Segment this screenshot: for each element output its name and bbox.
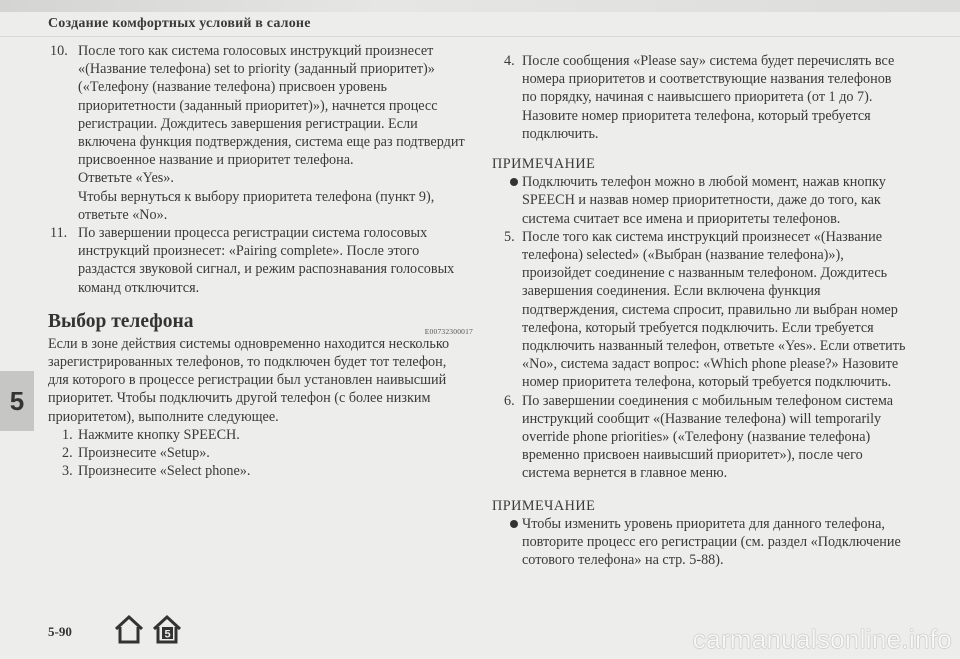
step-4 (492, 52, 922, 143)
text-line: После того как система голосовых инструкций произнесет (78, 43, 434, 59)
step-text: Нажмите кнопку SPEECH. (78, 426, 240, 443)
section-paragraph (48, 335, 473, 426)
text-line: регистрации. Дождитесь завершения регистрации. Если (78, 115, 418, 132)
nav-icons (112, 612, 184, 646)
step-number: 1. (62, 426, 73, 443)
text-line: SPEECH и назвав номер приоритетности, даже до того, как (522, 192, 881, 209)
text-line: ответьте «No». (78, 206, 168, 223)
step-6 (492, 392, 922, 483)
text-line: номера приоритетов и соответствующие названия телефонов (522, 71, 892, 88)
text-line: Подключить телефон можно в любой момент, нажав кнопку (522, 174, 886, 191)
step-number: 2. (62, 445, 73, 462)
step-2 (48, 444, 473, 462)
text-line: зарегистрированных телефонов, то подключен будет тот телефон, (48, 354, 447, 371)
bullet-icon (510, 178, 518, 186)
note-bullet (492, 173, 922, 228)
right-column (492, 52, 922, 569)
text-line: команд отключится. (78, 279, 200, 296)
text-line: override phone priorities» («Телефону (название телефона) (522, 429, 871, 446)
text-line: повторите процесс его регистрации (см. раздел «Подключение (522, 534, 901, 551)
home-icon[interactable] (112, 612, 146, 646)
text-line: Чтобы вернуться к выбору приоритета телефона (пункт 9), (78, 188, 435, 205)
step-number: 5. (504, 228, 515, 245)
note-bullet (492, 515, 922, 570)
text-line: присвоенное название и приоритет телефона. (78, 152, 354, 169)
section-code: E00732300017 (424, 326, 473, 336)
chapter-tab[interactable]: 5 (0, 371, 34, 431)
text-line: раздастся звуковой сигнал, и режим распознавания голосовых (78, 261, 455, 278)
text-line: подключить названный телефон, ответьте «Yes». Если ответить (522, 338, 906, 355)
text-line: приоритетности (заданный приоритет)»), начнется процесс (78, 97, 438, 114)
text-line: завершения соединения. Если включена функция (522, 283, 821, 300)
step-3 (48, 462, 473, 480)
step-text: Произнесите «Select phone». (78, 463, 251, 480)
step-number: 6. (504, 392, 515, 409)
section-title: Выбор телефона (48, 310, 194, 332)
text-line: Ответьте «Yes». (78, 170, 174, 187)
header-divider (0, 36, 960, 37)
text-line: включена функция подтверждения, система еще раз подтвердит (78, 134, 465, 151)
text-line: Чтобы изменить уровень приоритета для данного телефона, (522, 515, 885, 532)
watermark: carmanualsonline.info (692, 624, 952, 654)
note-title: ПРИМЕЧАНИЕ (492, 156, 596, 173)
page-header: Создание комфортных условий в салоне (48, 16, 311, 31)
text-line: временно присвоен наивысший приоритет»), после чего (522, 447, 863, 464)
text-line: инструкций произнесет: «Pairing complete». После этого (78, 243, 420, 260)
text-line: телефона, который требуется подключить. Если требуется (522, 319, 874, 336)
section-heading (48, 309, 473, 335)
step-11 (48, 224, 473, 297)
text-line: система вернется в главное меню. (522, 465, 728, 482)
text-line: Назовите номер приоритета телефона, который требуется (522, 107, 871, 124)
text-line: («Телефону (название телефона) присвоен уровень (78, 79, 388, 96)
text-line: сотового телефона» на стр. 5-88). (522, 552, 724, 569)
page-number: 5-90 (48, 624, 72, 639)
note-title: ПРИМЕЧАНИЕ (492, 497, 596, 514)
text-line: «No», система задаст вопрос: «Which phone please?» Назовите (522, 356, 899, 373)
step-number: 10. (50, 43, 68, 59)
text-line: система считает все имена и приоритеты телефонов. (522, 210, 841, 227)
step-number: 4. (504, 53, 515, 69)
text-line: «(Название телефона) set to priority (заданный приоритет)» (78, 61, 435, 78)
step-10 (48, 42, 473, 224)
text-line: По завершении процесса регистрации система голосовых (78, 225, 428, 242)
text-line: по порядку, начиная с наивысшего приоритета (от 1 до 7). (522, 89, 873, 106)
text-line: После того как система инструкций произнесет «(Название (522, 228, 883, 245)
step-1 (48, 426, 473, 444)
text-line: телефона) selected» («Выбран (название телефона)»), (522, 247, 844, 264)
step-text: Произнесите «Setup». (78, 445, 210, 462)
text-line: По завершении соединения с мобильным телефоном система (522, 392, 894, 409)
text-line: приоритет. Чтобы подключить другой телефон (с более низким (48, 390, 431, 407)
text-line: приоритетом), выполните следующее. (48, 408, 279, 425)
text-line: инструкций сообщит «(Название телефона) will temporarily (522, 410, 882, 427)
step-5 (492, 228, 922, 392)
text-line: Если в зоне действия системы одновременно находится несколько (48, 335, 450, 352)
text-line: номер приоритета телефона, который требуется подключить. (522, 374, 892, 391)
step-number: 11. (50, 225, 68, 242)
top-bar (0, 0, 960, 12)
text-line: После сообщения «Please say» система будет перечислять все (522, 53, 895, 69)
bullet-icon (510, 520, 518, 528)
text-line: произойдет соединение с названным телефоном. Дождитесь (522, 265, 888, 282)
left-column (48, 42, 473, 480)
chapter-home-icon[interactable] (150, 612, 184, 646)
step-number: 3. (62, 463, 73, 480)
svg-text:5: 5 (164, 628, 171, 641)
text-line: для которого в процессе регистрации был установлен наивысший (48, 372, 447, 389)
text-line: подтверждения, система спросит, правильно ли выбран номер (522, 301, 898, 318)
text-line: подключить. (522, 125, 599, 142)
